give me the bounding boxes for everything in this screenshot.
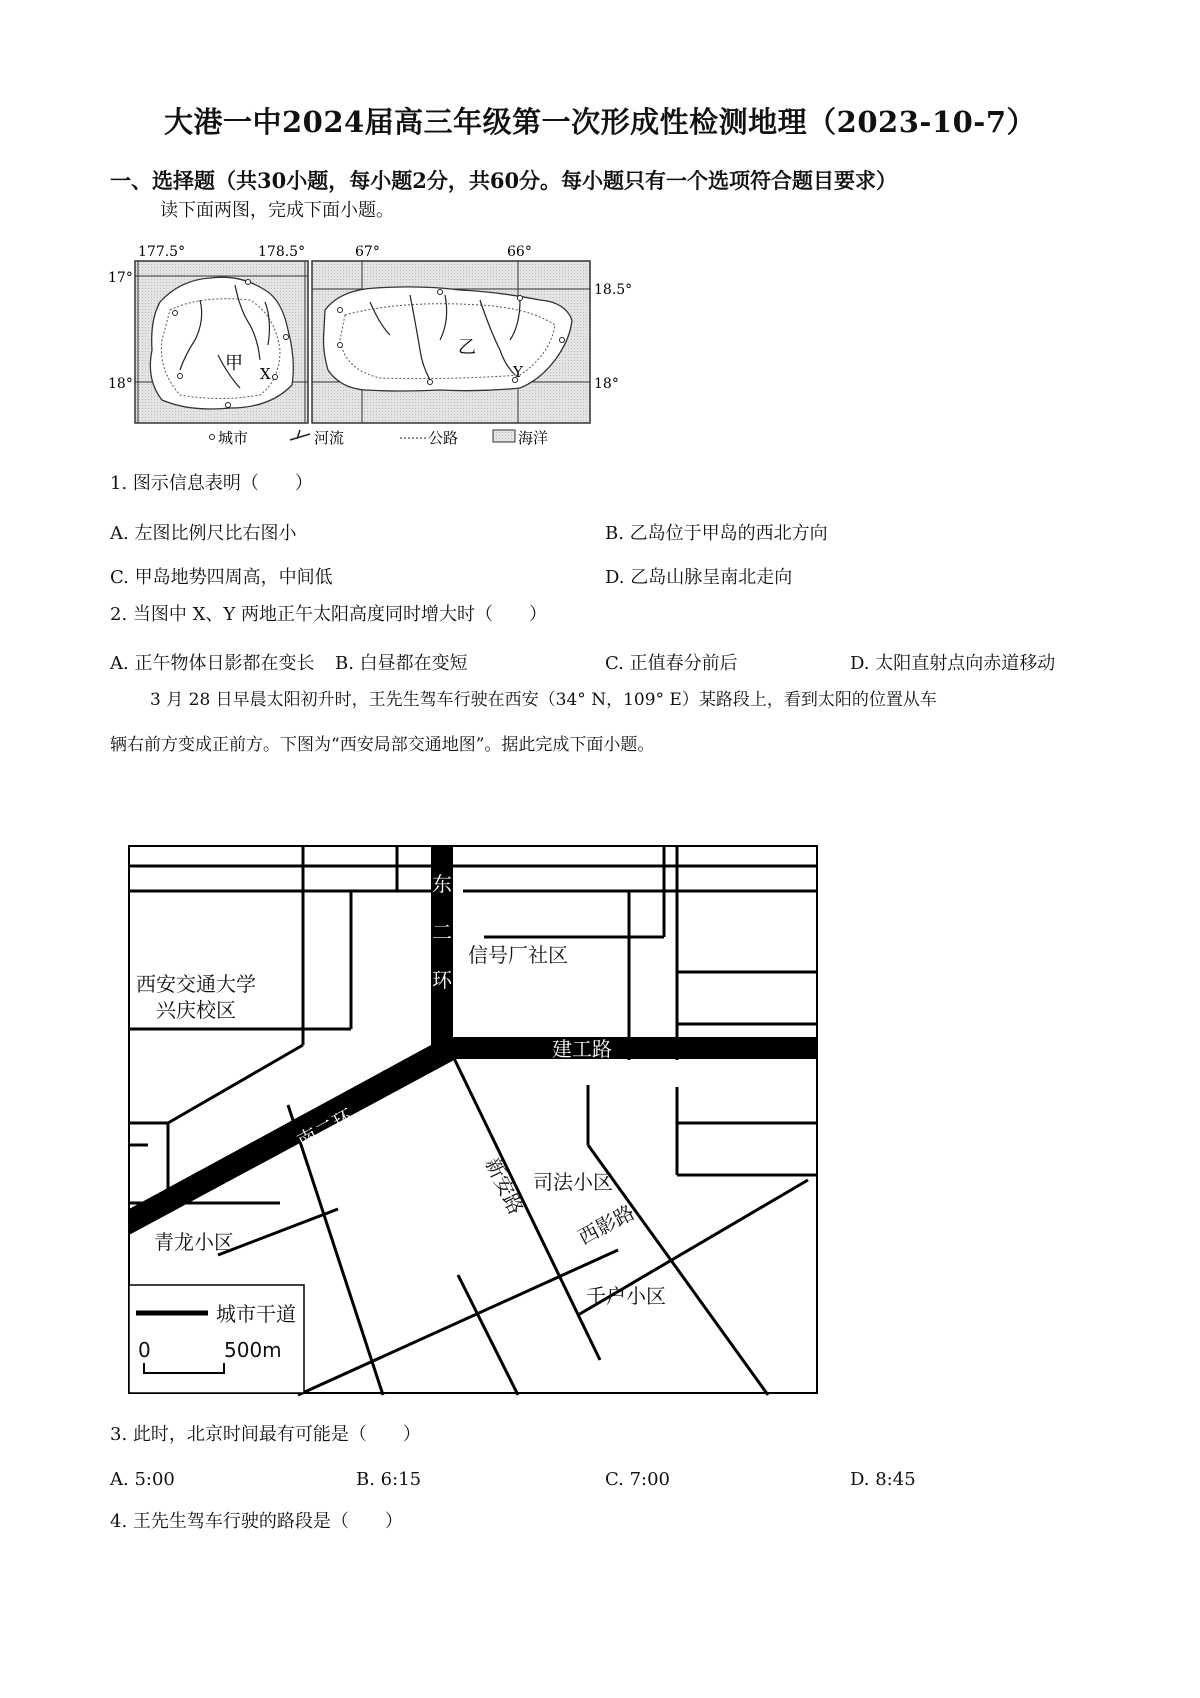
q1-option-c: C. 甲岛地势四周高，中间低 [110,567,333,588]
page-title: 大港一中2024届高三年级第一次形成性检测地理（2023-10-7） [163,105,1037,139]
q3-option-c: C. 7:00 [605,1469,670,1490]
label-jiangong-road: 建工路 [552,1037,612,1061]
left-lat-bottom: 18° [108,376,133,392]
q1-option-b: B. 乙岛位于甲岛的西北方向 [605,523,828,544]
legend-city: 城市 [218,429,249,447]
q1-option-d: D. 乙岛山脉呈南北走向 [605,567,793,588]
q2-option-d: D. 太阳直射点向赤道移动 [850,653,1056,674]
legend-river-icon [290,430,310,440]
legend-ocean-icon [493,430,515,442]
legend-ocean: 海洋 [518,429,549,447]
label-yi: 乙 [458,337,476,358]
label-x: X [260,365,271,383]
left-lat-top: 17° [108,270,133,286]
intro-text-1: 读下面两图，完成下面小题。 [160,200,394,221]
legend-road: 公路 [428,429,459,447]
label-xjtu-2: 兴庆校区 [156,998,236,1022]
label-jia: 甲 [225,353,243,374]
label-xiying-road: 西影路 [574,1200,639,1250]
left-lon-2: 178.5° [258,244,306,260]
label-east-ring-2: 二 [432,920,452,944]
q2-option-a: A. 正午物体日影都在变长 [110,653,315,674]
jiangong-road [450,1037,817,1059]
label-y: Y [513,363,523,381]
label-east-ring-3: 环 [432,968,452,992]
left-lon-1: 177.5° [138,244,186,260]
label-sifa: 司法小区 [533,1170,613,1194]
south-second-ring-road [129,1039,456,1235]
legend-trunk: 城市干道 [216,1302,296,1326]
label-xinhao: 信号厂社区 [468,943,568,967]
intro-text-2-line1: 3 月 28 日早晨太阳初升时，王先生驾车行驶在西安（34° N，109° E）某路段上，看到太阳的位置从车 [150,690,937,710]
label-qianhu: 千户小区 [586,1284,666,1308]
right-lat-top: 18.5° [594,282,633,298]
scale-500: 500m [224,1338,282,1362]
q2-option-b: B. 白昼都在变短 [335,653,468,674]
q3-option-d: D. 8:45 [850,1469,916,1490]
q2-stem: 2. 当图中 X、Y 两地正午太阳高度同时增大时（ ） [110,604,548,625]
legend-river: 河流 [314,429,345,447]
island-yi [324,287,573,391]
q3-option-b: B. 6:15 [356,1469,422,1490]
intro-text-2-line2: 辆右前方变成正前方。下图为“西安局部交通地图”。据此完成下面小题。 [110,735,655,755]
q2-option-c: C. 正值春分前后 [605,653,738,674]
legend-city-icon [210,435,215,440]
q3-stem: 3. 此时，北京时间最有可能是（ ） [110,1424,421,1445]
xian-traffic-map [128,845,820,1398]
section-heading: 一、选择题（共30小题，每小题2分，共60分。每小题只有一个选项符合题目要求） [110,168,898,193]
island-jia [150,277,293,409]
q4-stem: 4. 王先生驾车行驶的路段是（ ） [110,1511,403,1532]
label-east-ring-1: 东 [432,872,452,896]
q1-option-a: A. 左图比例尺比右图小 [110,523,297,544]
label-south-ring: 南二环 [293,1104,358,1154]
label-xjtu-1: 西安交通大学 [136,972,256,996]
q3-option-a: A. 5:00 [110,1469,175,1490]
right-lon-2: 66° [507,244,532,260]
label-xinan-road: 新安路 [480,1153,529,1219]
right-lat-bottom: 18° [594,376,619,392]
scale-0: 0 [138,1338,151,1362]
island-map-figure [100,240,660,450]
q1-stem: 1. 图示信息表明（ ） [110,473,313,494]
label-qinglong: 青龙小区 [154,1230,234,1254]
right-lon-1: 67° [355,244,380,260]
